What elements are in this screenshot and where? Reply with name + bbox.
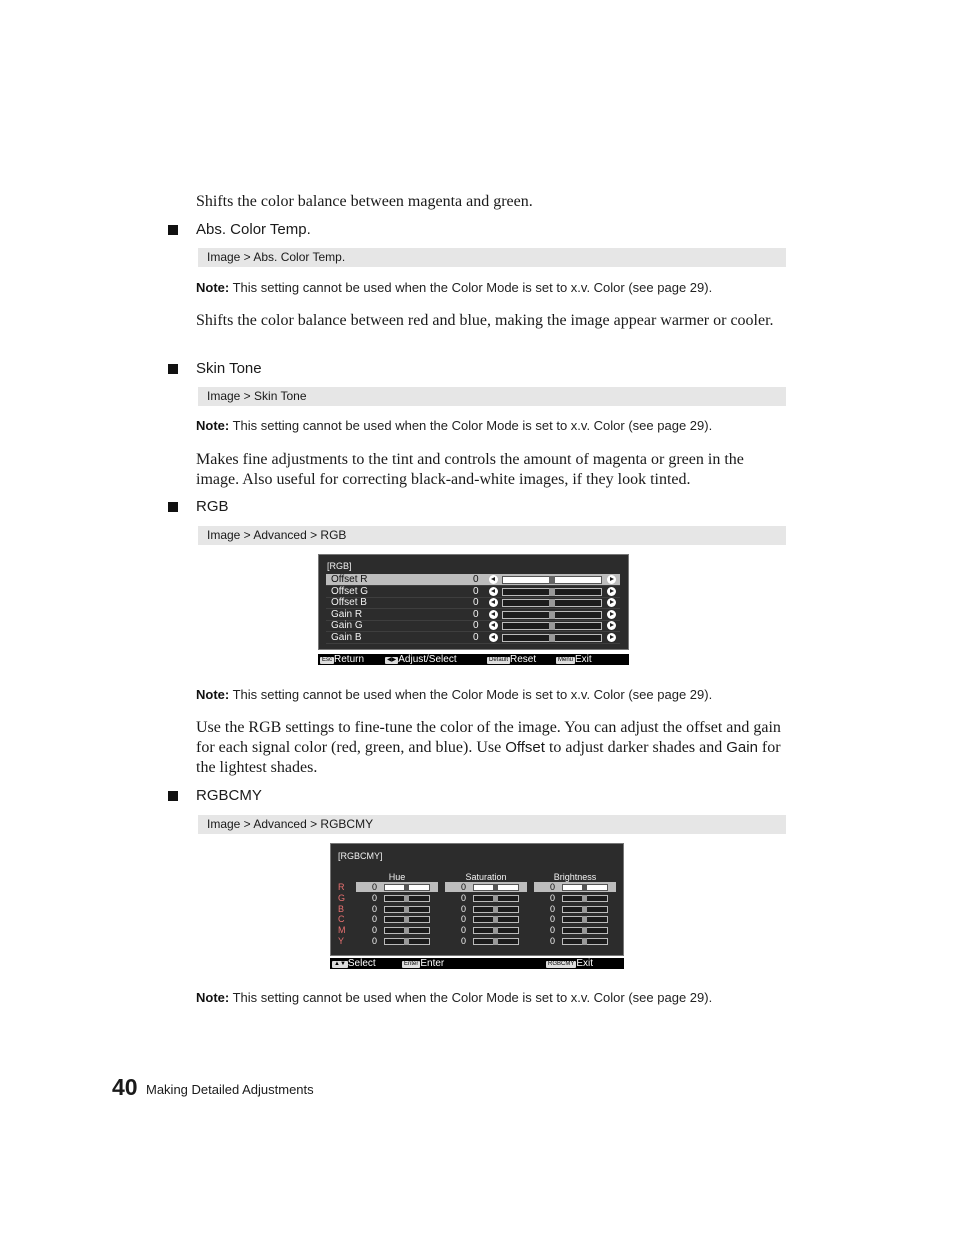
note-label: Note: [196, 687, 230, 702]
exit-hint [556, 654, 592, 665]
value-slider [384, 906, 430, 913]
value-slider [502, 634, 602, 642]
section-description [196, 718, 786, 778]
slider-thumb [549, 576, 555, 584]
row-value: 0 [473, 620, 479, 632]
value-slider [502, 611, 602, 619]
slider-thumb [404, 895, 409, 902]
rgb-menu-screenshot [318, 554, 629, 650]
value-slider [473, 895, 519, 902]
slider-thumb [404, 906, 409, 913]
right-arrow-icon [607, 633, 616, 642]
cell-value: 0 [372, 914, 378, 925]
rgb-menu-row [326, 632, 620, 644]
cell-value: 0 [461, 914, 467, 925]
menu-path-bar [198, 815, 786, 834]
note [196, 687, 712, 702]
slider-thumb [582, 884, 587, 891]
description-part: for the lightest shades. [196, 739, 781, 776]
value-slider [473, 906, 519, 913]
column-header: Brightness [553, 872, 597, 882]
slider-thumb [404, 884, 409, 891]
slider-thumb [582, 938, 587, 945]
exit-label: Exit [576, 958, 594, 969]
adjust-hint [385, 654, 457, 665]
value-slider [502, 599, 602, 607]
slider-thumb [404, 916, 409, 923]
left-arrow-icon [489, 621, 498, 630]
note [196, 990, 712, 1005]
cell-value: 0 [461, 925, 467, 936]
rgbcmy-cell [445, 893, 527, 903]
return-hint [320, 654, 364, 665]
left-arrow-icon [489, 575, 498, 584]
slider-thumb [404, 927, 409, 934]
value-slider [562, 895, 608, 902]
cell-value: 0 [461, 903, 467, 914]
slider-thumb [582, 895, 587, 902]
slider-thumb [549, 599, 555, 607]
value-slider [384, 916, 430, 923]
section-heading-rgb [168, 498, 229, 515]
section-heading-abs-color-temp [168, 221, 311, 238]
value-slider [473, 884, 519, 891]
row-letter: G [338, 892, 346, 903]
slider-thumb [582, 916, 587, 923]
select-label: Select [347, 958, 376, 969]
right-arrow-icon [607, 598, 616, 607]
slider-thumb [493, 906, 498, 913]
rgbcmy-cell [534, 914, 616, 924]
value-slider [473, 938, 519, 945]
rgb-menu-row [326, 586, 620, 598]
offset-term: Offset [505, 739, 545, 756]
cell-value: 0 [372, 882, 378, 892]
slider-thumb [582, 927, 587, 934]
row-label: Offset B [331, 597, 367, 609]
menu-path-bar [198, 526, 786, 545]
cell-value: 0 [461, 882, 467, 892]
up-down-keys-icon: ▲▼ [334, 961, 346, 967]
value-slider [502, 576, 602, 584]
footer-title: Making Detailed Adjustments [146, 1082, 314, 1097]
value-slider [562, 938, 608, 945]
value-slider [502, 588, 602, 596]
slider-thumb [493, 916, 498, 923]
value-slider [473, 916, 519, 923]
row-label: Offset G [331, 585, 369, 597]
cell-value: 0 [550, 936, 556, 946]
note-text: This setting cannot be used when the Color Mode is set to x.v. Color (see page 29). [232, 418, 713, 433]
section-heading-rgbcmy [168, 787, 262, 804]
rgbcmy-cell [445, 882, 527, 892]
left-arrow-icon [489, 587, 498, 596]
rgbcmy-cell [356, 936, 438, 946]
rgbcmy-cell [534, 936, 616, 946]
value-slider [562, 906, 608, 913]
exit-label: Exit [575, 654, 592, 665]
cell-value: 0 [550, 903, 556, 914]
note-text: This setting cannot be used when the Color Mode is set to x.v. Color (see page 29). [232, 990, 713, 1005]
left-arrow-icon [489, 610, 498, 619]
slider-thumb [549, 622, 555, 630]
rgbcmy-cell [356, 882, 438, 892]
rgbcmy-menu-footer [330, 958, 624, 969]
description-part: Use the RGB settings to fine-tune the color of the image. You can adjust the offset and gain for each signal color (red, green, and blue). Use [196, 719, 781, 756]
slider-thumb [493, 895, 498, 902]
value-slider [502, 622, 602, 630]
gain-term: Gain [726, 739, 758, 756]
square-bullet-icon [168, 791, 178, 801]
slider-thumb [549, 611, 555, 619]
rgb-menu-row [326, 609, 620, 621]
cell-value: 0 [461, 892, 467, 903]
row-value: 0 [473, 574, 479, 585]
intro-text: Shifts the color balance between magenta and green. [196, 193, 533, 210]
cell-value: 0 [372, 936, 378, 946]
row-value: 0 [473, 608, 479, 620]
row-letter: C [338, 914, 345, 925]
row-label: Gain G [331, 620, 363, 632]
row-letter: B [338, 903, 345, 914]
right-arrow-icon [607, 575, 616, 584]
right-arrow-icon [607, 587, 616, 596]
right-arrow-icon [607, 610, 616, 619]
page-number: 40 [112, 1074, 138, 1100]
cell-value: 0 [372, 892, 378, 903]
rgbcmy-cell [356, 925, 438, 935]
left-arrow-icon [489, 633, 498, 642]
rgb-menu-row [326, 597, 620, 609]
rgbcmy-cell [534, 904, 616, 914]
menu-path: Image > Advanced > RGB [207, 528, 347, 542]
slider-thumb [493, 884, 498, 891]
slider-thumb [549, 588, 555, 596]
cell-value: 0 [550, 914, 556, 925]
rgb-menu-row [326, 574, 620, 586]
value-slider [384, 938, 430, 945]
square-bullet-icon [168, 364, 178, 374]
rgbcmy-cell [356, 893, 438, 903]
row-value: 0 [473, 597, 479, 609]
menu-path: Image > Advanced > RGBCMY [207, 817, 374, 831]
rgbcmy-cell [445, 914, 527, 924]
note-label: Note: [196, 990, 230, 1005]
slider-thumb [493, 938, 498, 945]
row-label: Gain R [331, 608, 363, 620]
cell-value: 0 [372, 903, 378, 914]
value-slider [562, 916, 608, 923]
heading-label: Skin Tone [196, 360, 262, 377]
rgbcmy-key-icon: RGBCMY [548, 961, 575, 967]
rgb-menu-footer [318, 654, 629, 665]
slider-thumb [493, 927, 498, 934]
note-label: Note: [196, 418, 230, 433]
value-slider [384, 895, 430, 902]
select-hint [332, 958, 376, 969]
value-slider [562, 884, 608, 891]
value-slider [384, 884, 430, 891]
column-header: Saturation [465, 872, 507, 882]
value-slider [384, 927, 430, 934]
reset-label: Reset [510, 654, 537, 665]
rgbcmy-cell [356, 904, 438, 914]
square-bullet-icon [168, 502, 178, 512]
cell-value: 0 [461, 936, 467, 946]
rgbcmy-cell [445, 925, 527, 935]
note-text: This setting cannot be used when the Color Mode is set to x.v. Color (see page 29). [232, 687, 713, 702]
menu-key-icon: Menu [558, 657, 574, 663]
esc-key-icon: Esc [322, 657, 333, 663]
section-description: Shifts the color balance between red and blue, making the image appear warmer or cooler. [196, 312, 774, 329]
row-value: 0 [473, 585, 479, 597]
cell-value: 0 [550, 892, 556, 903]
section-description: Makes fine adjustments to the tint and controls the amount of magenta or green in the image. Also useful for correcting black-and-white images, if they look tinted. [196, 451, 744, 488]
value-slider [562, 927, 608, 934]
note-label: Note: [196, 280, 230, 295]
rgbcmy-cell [356, 914, 438, 924]
rgbcmy-menu-screenshot [330, 843, 624, 956]
note [196, 280, 712, 295]
menu-path: Image > Abs. Color Temp. [207, 250, 346, 264]
value-slider [473, 927, 519, 934]
row-letter: M [338, 925, 346, 936]
slider-thumb [549, 634, 555, 642]
cell-value: 0 [550, 882, 556, 892]
exit-hint [546, 958, 593, 969]
row-label: Offset R [331, 574, 368, 585]
enter-label: Enter [420, 958, 445, 969]
heading-label: RGBCMY [196, 787, 262, 804]
rgbcmy-cell [534, 925, 616, 935]
row-label: Gain B [331, 632, 362, 643]
arrow-keys-icon: ◀▶ [387, 657, 397, 663]
note-text: This setting cannot be used when the Color Mode is set to x.v. Color (see page 29). [232, 280, 713, 295]
cell-value: 0 [550, 925, 556, 936]
column-header: Hue [388, 872, 406, 882]
row-value: 0 [473, 632, 479, 643]
default-key-icon: Default [489, 657, 509, 663]
enter-key-icon: Enter [404, 961, 419, 967]
slider-thumb [582, 906, 587, 913]
note [196, 418, 712, 433]
cell-value: 0 [372, 925, 378, 936]
section-heading-skin-tone [168, 360, 262, 377]
return-label: Return [334, 654, 365, 665]
enter-hint [402, 958, 444, 969]
adjust-label: Adjust/Select [398, 654, 457, 665]
right-arrow-icon [607, 621, 616, 630]
rgb-menu-row [326, 620, 620, 632]
rgbcmy-cell [534, 893, 616, 903]
rgbcmy-cell [534, 882, 616, 892]
left-arrow-icon [489, 598, 498, 607]
menu-path: Image > Skin Tone [207, 389, 307, 403]
rgbcmy-menu-title: [RGBCMY] [338, 851, 383, 861]
reset-hint [487, 654, 536, 665]
rgbcmy-cell [445, 904, 527, 914]
rgb-menu-title: [RGB] [327, 561, 352, 571]
description-part: to adjust darker shades and [544, 739, 727, 756]
rgbcmy-cell [445, 936, 527, 946]
menu-path-bar [198, 248, 786, 267]
slider-thumb [404, 938, 409, 945]
heading-label: RGB [196, 498, 229, 515]
row-letter: Y [338, 936, 345, 946]
menu-path-bar [198, 387, 786, 406]
row-letter: R [338, 882, 345, 892]
heading-label: Abs. Color Temp. [196, 221, 311, 238]
square-bullet-icon [168, 225, 178, 235]
